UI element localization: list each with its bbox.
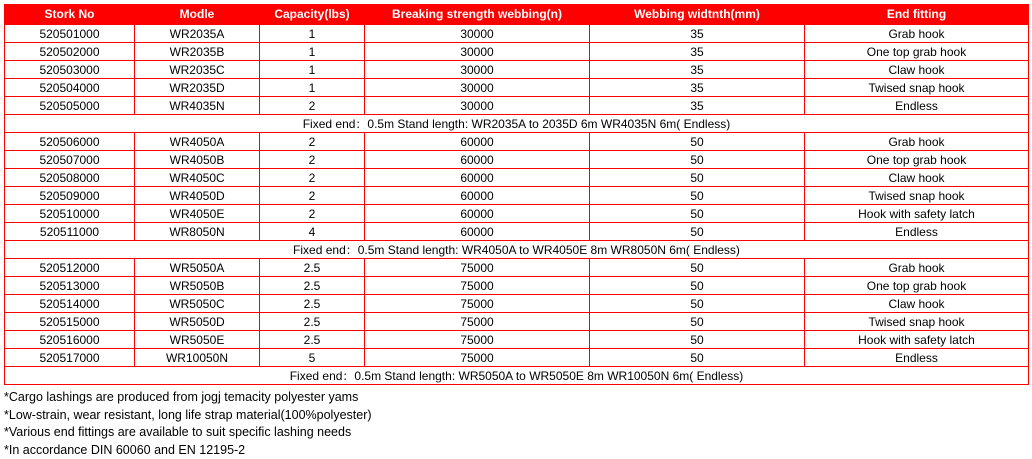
column-header-breaking-strength: Breaking strength webbing(n)	[365, 5, 590, 25]
table-cell: Hook with safety latch	[805, 331, 1029, 349]
table-cell: 520513000	[5, 277, 135, 295]
table-cell: 520516000	[5, 331, 135, 349]
table-row	[5, 151, 1029, 169]
table-cell: 35	[590, 43, 805, 61]
table-cell: 520508000	[5, 169, 135, 187]
table-row	[5, 205, 1029, 223]
table-cell: 75000	[365, 295, 590, 313]
table-cell: WR4050A	[135, 133, 260, 151]
footnote-line: *In accordance DIN 60060 and EN 12195-2	[4, 442, 1032, 459]
table-row	[5, 61, 1029, 79]
table-cell: 60000	[365, 169, 590, 187]
footnotes	[4, 389, 1032, 459]
table-cell: WR4050D	[135, 187, 260, 205]
table-cell: WR2035C	[135, 61, 260, 79]
table-cell: 2.5	[260, 259, 365, 277]
table-cell: 520514000	[5, 295, 135, 313]
table-cell: 50	[590, 133, 805, 151]
table-cell: Claw hook	[805, 61, 1029, 79]
table-cell: Claw hook	[805, 169, 1029, 187]
table-cell: 520515000	[5, 313, 135, 331]
table-cell: 50	[590, 313, 805, 331]
table-note-row	[5, 115, 1029, 133]
table-cell: 520505000	[5, 97, 135, 115]
table-cell: 35	[590, 97, 805, 115]
table-cell: 520511000	[5, 223, 135, 241]
table-row	[5, 25, 1029, 43]
table-cell: 30000	[365, 79, 590, 97]
table-cell: 1	[260, 43, 365, 61]
table-cell: WR5050B	[135, 277, 260, 295]
table-cell: 520510000	[5, 205, 135, 223]
table-cell: Endless	[805, 97, 1029, 115]
table-cell: 520502000	[5, 43, 135, 61]
table-cell: WR2035B	[135, 43, 260, 61]
table-cell: 30000	[365, 25, 590, 43]
table-row	[5, 133, 1029, 151]
table-cell: 2.5	[260, 313, 365, 331]
table-cell: 2.5	[260, 295, 365, 313]
table-cell: 2	[260, 205, 365, 223]
table-cell: WR4035N	[135, 97, 260, 115]
table-row	[5, 349, 1029, 367]
table-cell: 5	[260, 349, 365, 367]
table-row	[5, 223, 1029, 241]
column-header-stork-no: Stork No	[5, 5, 135, 25]
group-note-cell: Fixed end：0.5m Stand length: WR4050A to WR4050E 8m WR8050N 6m( Endless)	[5, 241, 1029, 259]
table-cell: 60000	[365, 187, 590, 205]
table-cell: WR2035A	[135, 25, 260, 43]
table-cell: WR5050E	[135, 331, 260, 349]
table-cell: 50	[590, 259, 805, 277]
table-note-row	[5, 241, 1029, 259]
table-cell: 30000	[365, 61, 590, 79]
table-row	[5, 43, 1029, 61]
table-cell: One top grab hook	[805, 151, 1029, 169]
table-cell: WR5050C	[135, 295, 260, 313]
table-header	[5, 5, 1029, 25]
table-note-row	[5, 367, 1029, 385]
table-row	[5, 97, 1029, 115]
table-cell: 2	[260, 133, 365, 151]
table-cell: 35	[590, 61, 805, 79]
table-cell: 50	[590, 331, 805, 349]
table-cell: WR5050D	[135, 313, 260, 331]
header-row	[5, 5, 1029, 25]
table-cell: 75000	[365, 331, 590, 349]
footnote-line: *Cargo lashings are produced from jogj temacity polyester yams	[4, 389, 1032, 407]
table-cell: 60000	[365, 223, 590, 241]
table-body	[5, 25, 1029, 385]
table-cell: Grab hook	[805, 259, 1029, 277]
table-row	[5, 295, 1029, 313]
table-cell: 60000	[365, 205, 590, 223]
table-cell: WR2035D	[135, 79, 260, 97]
table-row	[5, 277, 1029, 295]
table-cell: 520504000	[5, 79, 135, 97]
table-cell: Twised snap hook	[805, 313, 1029, 331]
table-cell: 520503000	[5, 61, 135, 79]
group-note-cell: Fixed end：0.5m Stand length: WR2035A to 2035D 6m WR4035N 6m( Endless)	[5, 115, 1029, 133]
table-cell: 50	[590, 187, 805, 205]
table-cell: 75000	[365, 313, 590, 331]
table-cell: 75000	[365, 259, 590, 277]
table-cell: 50	[590, 295, 805, 313]
table-cell: 75000	[365, 277, 590, 295]
table-cell: 2	[260, 187, 365, 205]
table-cell: 60000	[365, 151, 590, 169]
table-cell: Claw hook	[805, 295, 1029, 313]
table-cell: 2.5	[260, 331, 365, 349]
table-cell: 50	[590, 205, 805, 223]
table-cell: One top grab hook	[805, 277, 1029, 295]
table-cell: 520501000	[5, 25, 135, 43]
table-row	[5, 169, 1029, 187]
table-cell: 50	[590, 223, 805, 241]
footnote-line: *Low-strain, wear resistant, long life strap material(100%polyester)	[4, 407, 1032, 425]
table-cell: 2.5	[260, 277, 365, 295]
table-cell: WR5050A	[135, 259, 260, 277]
table-cell: 30000	[365, 97, 590, 115]
table-cell: Hook with safety latch	[805, 205, 1029, 223]
table-cell: WR8050N	[135, 223, 260, 241]
table-cell: 50	[590, 169, 805, 187]
table-cell: WR4050B	[135, 151, 260, 169]
table-cell: Twised snap hook	[805, 187, 1029, 205]
table-row	[5, 331, 1029, 349]
table-row	[5, 187, 1029, 205]
table-cell: 520512000	[5, 259, 135, 277]
table-cell: WR4050E	[135, 205, 260, 223]
footnote-line: *Various end fittings are available to suit specific lashing needs	[4, 424, 1032, 442]
table-cell: 1	[260, 79, 365, 97]
product-spec-table	[4, 4, 1029, 385]
table-cell: 50	[590, 151, 805, 169]
table-row	[5, 79, 1029, 97]
table-cell: 2	[260, 169, 365, 187]
table-cell: WR10050N	[135, 349, 260, 367]
table-cell: One top grab hook	[805, 43, 1029, 61]
table-row	[5, 313, 1029, 331]
table-cell: 60000	[365, 133, 590, 151]
table-cell: 35	[590, 25, 805, 43]
column-header-capacity: Capacity(lbs)	[260, 5, 365, 25]
table-cell: Grab hook	[805, 133, 1029, 151]
table-cell: Twised snap hook	[805, 79, 1029, 97]
table-cell: 520506000	[5, 133, 135, 151]
table-cell: 4	[260, 223, 365, 241]
table-cell: 2	[260, 97, 365, 115]
table-row	[5, 259, 1029, 277]
column-header-modle: Modle	[135, 5, 260, 25]
table-cell: 50	[590, 349, 805, 367]
table-cell: 520517000	[5, 349, 135, 367]
table-cell: 75000	[365, 349, 590, 367]
table-cell: 520507000	[5, 151, 135, 169]
table-cell: 2	[260, 151, 365, 169]
table-cell: WR4050C	[135, 169, 260, 187]
table-cell: 1	[260, 61, 365, 79]
column-header-webbing-width: Webbing widtnth(mm)	[590, 5, 805, 25]
group-note-cell: Fixed end：0.5m Stand length: WR5050A to WR5050E 8m WR10050N 6m( Endless)	[5, 367, 1029, 385]
table-cell: Endless	[805, 223, 1029, 241]
column-header-end-fitting: End fitting	[805, 5, 1029, 25]
table-cell: 35	[590, 79, 805, 97]
table-cell: 30000	[365, 43, 590, 61]
table-cell: 50	[590, 277, 805, 295]
table-cell: 1	[260, 25, 365, 43]
table-cell: 520509000	[5, 187, 135, 205]
table-cell: Endless	[805, 349, 1029, 367]
table-cell: Grab hook	[805, 25, 1029, 43]
